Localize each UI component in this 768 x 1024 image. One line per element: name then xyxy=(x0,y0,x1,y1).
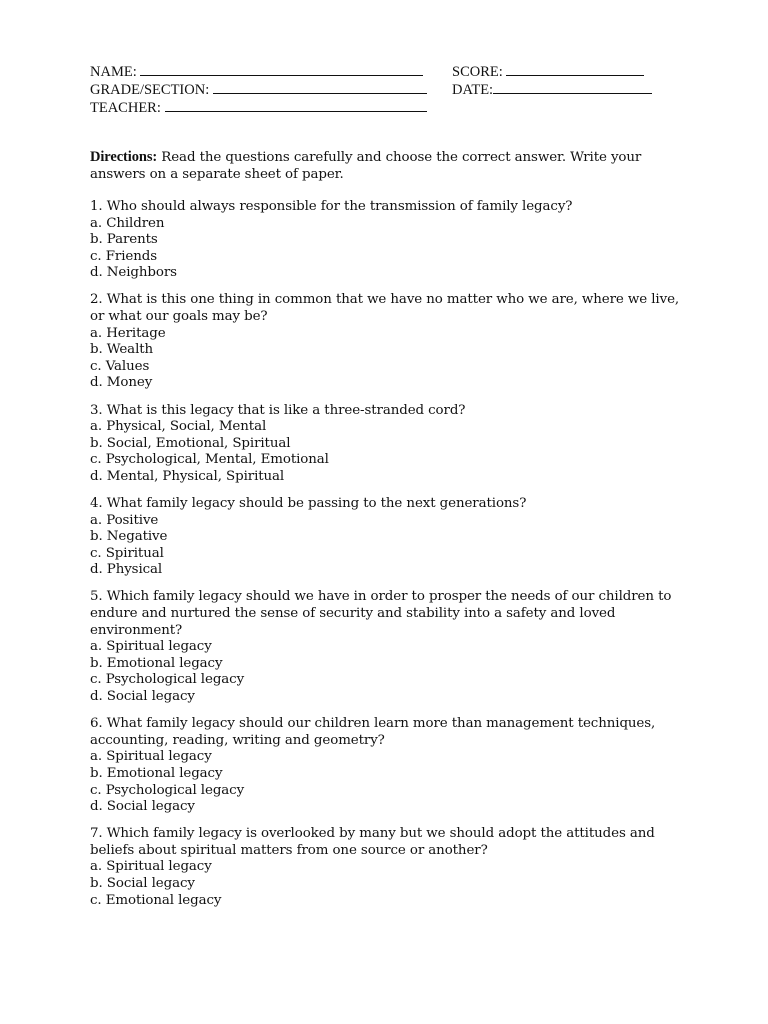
question-text: 6. What family legacy should our children learn more than management techniques, accounting, reading, writing and geometry? xyxy=(90,716,656,748)
teacher-blank[interactable] xyxy=(165,98,427,112)
name-blank[interactable] xyxy=(140,62,423,76)
question-text: 3. What is this legacy that is like a three-stranded cord? xyxy=(90,402,466,418)
teacher-label: TEACHER: xyxy=(90,100,161,116)
answer-option: a. Spiritual legacy xyxy=(90,639,212,655)
answer-option: a. Spiritual legacy xyxy=(90,859,212,875)
teacher-line xyxy=(90,98,427,117)
answer-option: a. Heritage xyxy=(90,325,166,341)
question-text: 5. Which family legacy should we have in order to prosper the needs of our children to endure and nurtured the sense of security and stability into a safety and loved environment? xyxy=(90,589,672,638)
directions xyxy=(90,149,690,183)
answer-option: d. Social legacy xyxy=(90,689,195,705)
answer-option: d. Money xyxy=(90,375,153,391)
answer-option: c. Psychological legacy xyxy=(90,672,245,688)
answer-option: d. Social legacy xyxy=(90,799,195,815)
answer-option: b. Parents xyxy=(90,232,158,248)
grade-section-line xyxy=(90,80,427,99)
answer-option: b. Wealth xyxy=(90,342,154,358)
answer-option: b. Emotional legacy xyxy=(90,765,223,781)
answer-option: d. Physical xyxy=(90,562,163,578)
answer-option: c. Psychological, Mental, Emotional xyxy=(90,452,329,468)
question-text: 2. What is this one thing in common that we have no matter who we are, where we live, or what our goals may be? xyxy=(90,292,680,325)
question-list xyxy=(90,199,690,920)
question-item xyxy=(90,199,690,282)
answer-option: c. Values xyxy=(90,358,150,374)
question-item xyxy=(90,826,690,909)
answer-option: a. Positive xyxy=(90,512,159,528)
answer-option: a. Physical, Social, Mental xyxy=(90,419,267,435)
grade-section-blank[interactable] xyxy=(213,80,427,94)
score-blank[interactable] xyxy=(506,62,644,76)
question-text: 1. Who should always responsible for the transmission of family legacy? xyxy=(90,199,573,214)
name-label: NAME: xyxy=(90,64,137,80)
answer-option: b. Social legacy xyxy=(90,875,195,891)
answer-option: b. Negative xyxy=(90,529,168,545)
grade-section-label: GRADE/SECTION: xyxy=(90,82,210,98)
name-line xyxy=(90,62,423,81)
date-label: DATE: xyxy=(452,82,494,98)
date-blank[interactable] xyxy=(493,80,652,94)
answer-option: c. Friends xyxy=(90,248,157,264)
question-item xyxy=(90,716,690,816)
question-item xyxy=(90,589,690,705)
directions-text: Read the questions carefully and choose the correct answer. Write your answers on a separate sheet of paper. xyxy=(90,150,642,182)
answer-option: b. Emotional legacy xyxy=(90,655,223,671)
score-line xyxy=(452,62,644,81)
answer-option: d. Neighbors xyxy=(90,265,177,281)
answer-option: a. Spiritual legacy xyxy=(90,749,212,765)
answer-option: a. Children xyxy=(90,215,165,231)
answer-option: d. Mental, Physical, Spiritual xyxy=(90,468,285,484)
score-label: SCORE: xyxy=(452,64,503,80)
question-text: 7. Which family legacy is overlooked by many but we should adopt the attitudes and beliefs about spiritual matters from one source or another? xyxy=(90,826,655,858)
answer-option: c. Psychological legacy xyxy=(90,782,245,798)
answer-option: c. Emotional legacy xyxy=(90,892,222,908)
question-item xyxy=(90,403,690,486)
question-item xyxy=(90,292,690,392)
answer-option: b. Social, Emotional, Spiritual xyxy=(90,435,291,451)
question-item xyxy=(90,496,690,579)
question-text: 4. What family legacy should be passing to the next generations? xyxy=(90,496,527,511)
date-line xyxy=(452,80,652,99)
answer-option: c. Spiritual xyxy=(90,545,164,561)
directions-label: Directions: xyxy=(90,149,158,165)
